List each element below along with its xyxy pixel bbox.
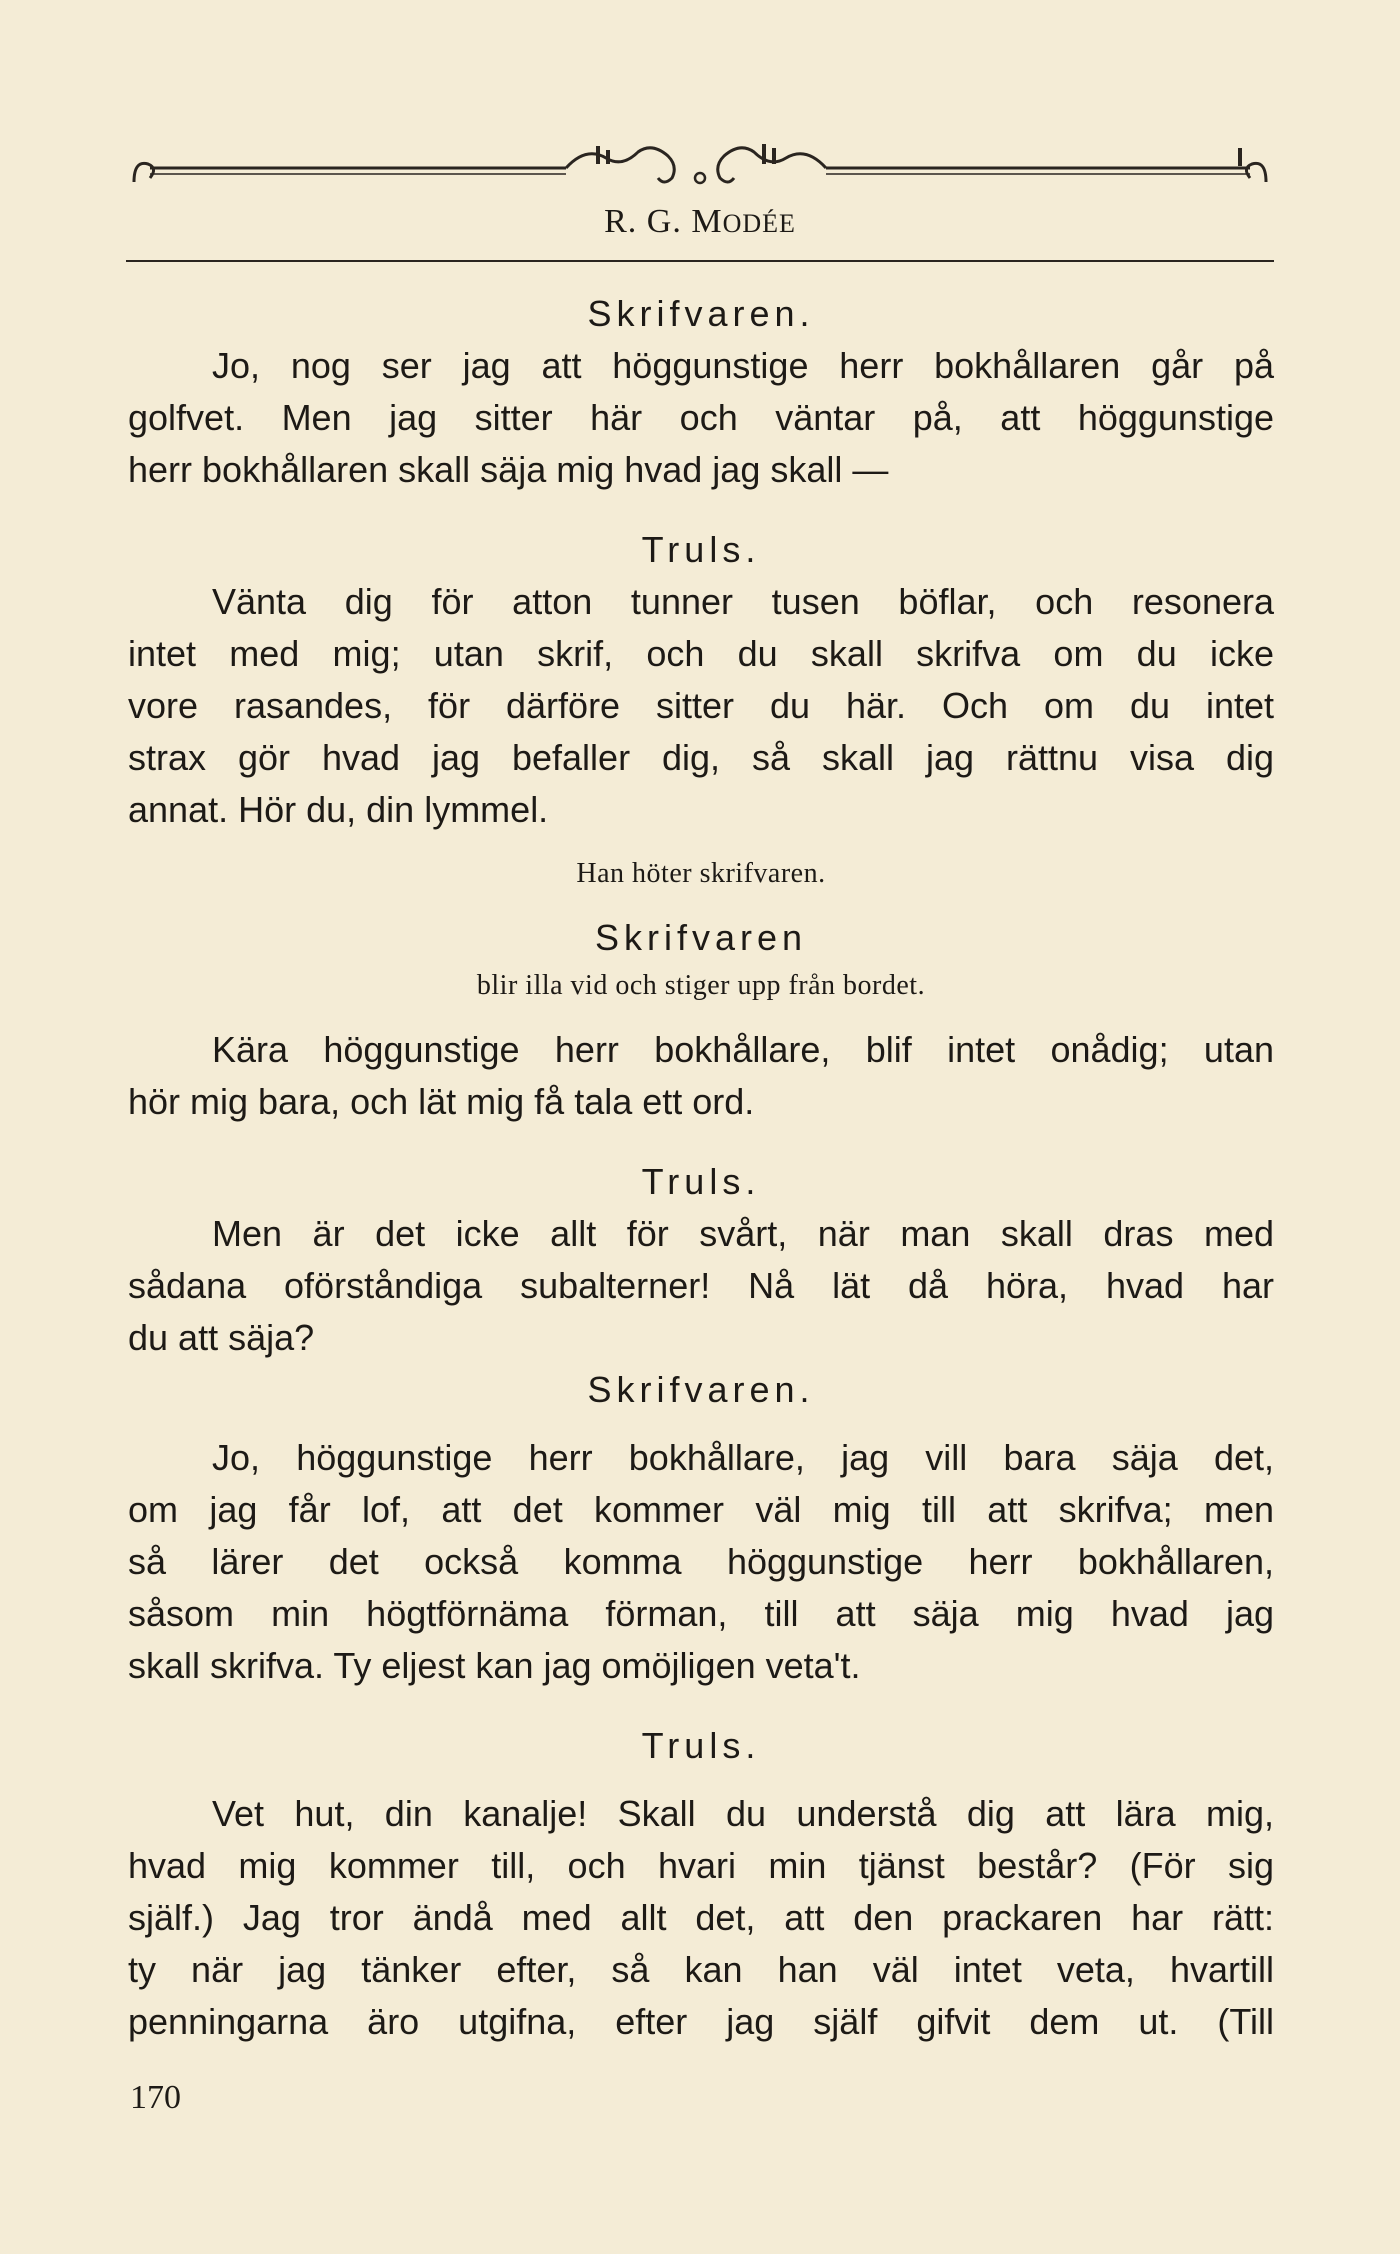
text-line: skall skrifva. Ty eljest kan jag omöjligen veta't. bbox=[128, 1645, 861, 1686]
text-line: Jo, nog ser jag att höggunstige herr bokhållaren går på bbox=[212, 345, 1274, 386]
text-line: penningarna äro utgifna, efter jag själf gifvit dem ut. (Till bbox=[128, 2001, 1274, 2042]
author-separator-1: . bbox=[627, 203, 647, 240]
text-line: om jag får lof, att det kommer väl mig till att skrifva; men bbox=[128, 1489, 1274, 1530]
text-line: strax gör hvad jag befaller dig, så skall jag rättnu visa dig bbox=[128, 737, 1274, 778]
author-surname-rest: ODÉE bbox=[722, 209, 796, 238]
speaker-name: Skrifvaren. bbox=[587, 1369, 815, 1410]
speaker-name: Truls. bbox=[641, 1161, 761, 1202]
text-line: hvad mig kommer till, och hvari min tjänst består? (För sig bbox=[128, 1845, 1274, 1886]
stage-direction: Han höter skrifvaren. bbox=[576, 858, 826, 889]
author-separator-2: . bbox=[672, 203, 692, 240]
stage-direction: blir illa vid och stiger upp från bordet. bbox=[476, 970, 926, 1001]
text-line: Men är det icke allt för svårt, när man skall dras med bbox=[212, 1213, 1274, 1254]
text-line: Jo, höggunstige herr bokhållare, jag vill bara säja det, bbox=[212, 1437, 1274, 1478]
author-initial-2: G bbox=[646, 203, 673, 240]
text-line: golfvet. Men jag sitter här och väntar på, att höggunstige bbox=[128, 397, 1274, 438]
text-line: Vet hut, din kanalje! Skall du understå dig att lära mig, bbox=[212, 1793, 1274, 1834]
text-line: själf.) Jag tror ändå med allt det, att den prackaren har rätt: bbox=[128, 1897, 1274, 1938]
text-line: så lärer det också komma höggunstige herr bokhållaren, bbox=[128, 1541, 1274, 1582]
text-line: Vänta dig för atton tunner tusen böflar, och resonera bbox=[212, 581, 1274, 622]
speaker-name: Skrifvaren. bbox=[587, 293, 815, 334]
play-text bbox=[128, 288, 1274, 2048]
header-ornament bbox=[126, 138, 1274, 194]
running-head bbox=[0, 198, 1400, 248]
author-surname-initial: M bbox=[691, 203, 723, 240]
speaker-name: Truls. bbox=[641, 529, 761, 570]
text-line: herr bokhållaren skall säja mig hvad jag skall — bbox=[128, 449, 889, 490]
text-line: du att säja? bbox=[128, 1317, 315, 1358]
text-line: sådana oförståndiga subalterner! Nå lät då höra, hvad har bbox=[128, 1265, 1274, 1306]
page-number: 170 bbox=[130, 2079, 181, 2116]
text-line: vore rasandes, för därföre sitter du här. Och om du intet bbox=[128, 685, 1274, 726]
author-initial-1: R bbox=[604, 203, 628, 240]
text-line: annat. Hör du, din lymmel. bbox=[128, 789, 549, 830]
text-line: intet med mig; utan skrif, och du skall skrifva om du icke bbox=[128, 633, 1274, 674]
speaker-name: Truls. bbox=[641, 1725, 761, 1766]
text-line: såsom min högtförnäma förman, till att säja mig hvad jag bbox=[128, 1593, 1274, 1634]
text-line: Kära höggunstige herr bokhållare, blif intet onådig; utan bbox=[212, 1029, 1274, 1070]
speaker-name: Skrifvaren bbox=[594, 917, 808, 958]
text-line: hör mig bara, och lät mig få tala ett ord. bbox=[128, 1081, 755, 1122]
header-rule bbox=[126, 260, 1274, 262]
text-line: ty när jag tänker efter, så kan han väl intet veta, hvartill bbox=[128, 1949, 1274, 1990]
